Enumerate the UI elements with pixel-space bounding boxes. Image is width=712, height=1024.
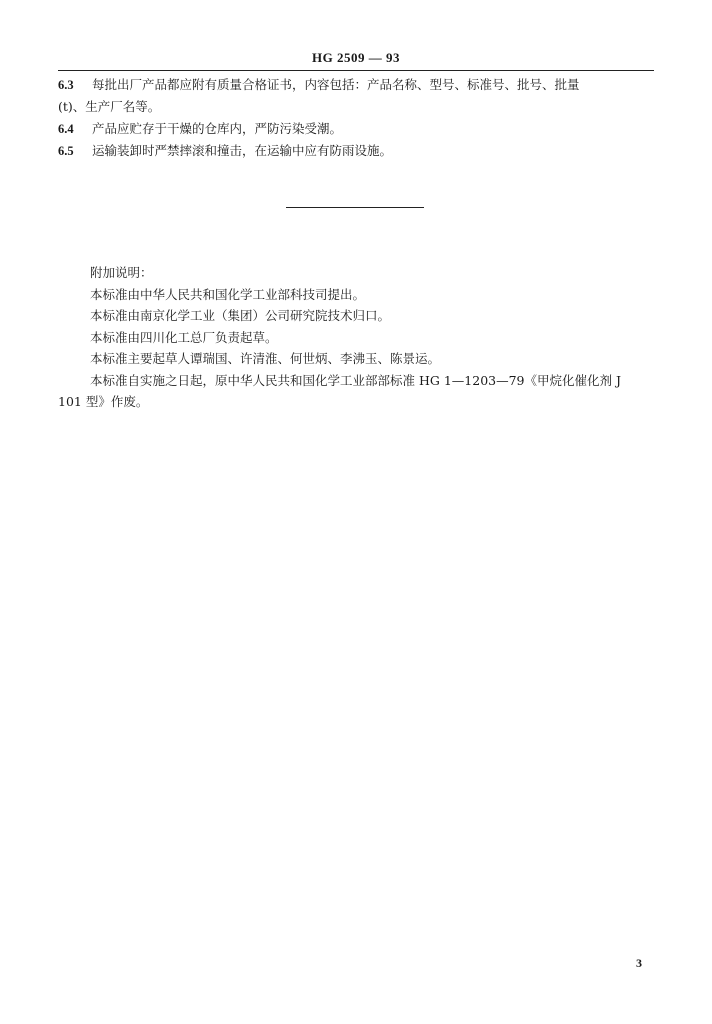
standard-code-header: HG 2509 — 93 (312, 50, 400, 65)
clause-text: 运输装卸时严禁摔滚和撞击，在运输中应有防雨设施。 (92, 143, 393, 158)
notes-line: 本标准由四川化工总厂负责起草。 (90, 329, 278, 345)
notes-line: 本标准由中华人民共和国化学工业部科技司提出。 (90, 286, 366, 302)
clause-text-continuation: (t)、生产厂名等。 (58, 99, 161, 114)
clause-text: 产品应贮存于干燥的仓库内，严防污染受潮。 (92, 121, 343, 136)
clause-number: 6.4 (58, 122, 74, 136)
header-rule (58, 70, 654, 71)
notes-line: 本标准自实施之日起，原中华人民共和国化学工业部部标准 HG 1—1203—79《甲烷化催化剂 J (90, 372, 621, 388)
notes-line: 本标准由南京化学工业（集团）公司研究院技术归口。 (90, 308, 391, 323)
page-number: 3 (636, 956, 642, 970)
clause-number: 6.3 (58, 78, 74, 92)
clause-text: 每批出厂产品都应附有质量合格证书，内容包括：产品名称、型号、标准号、批号、批量 (92, 77, 580, 92)
clause-number: 6.5 (58, 144, 74, 158)
clause-6-3 (58, 74, 654, 118)
additional-notes (58, 262, 658, 413)
notes-title: 附加说明： (90, 265, 153, 280)
section-divider (286, 207, 424, 208)
clause-6-5 (58, 140, 654, 162)
notes-line-continuation: 101 型》作废。 (58, 394, 149, 409)
clause-6-4 (58, 118, 654, 140)
notes-line: 本标准主要起草人谭瑞国、许清淮、何世炳、李沸玉、陈景运。 (90, 351, 441, 366)
